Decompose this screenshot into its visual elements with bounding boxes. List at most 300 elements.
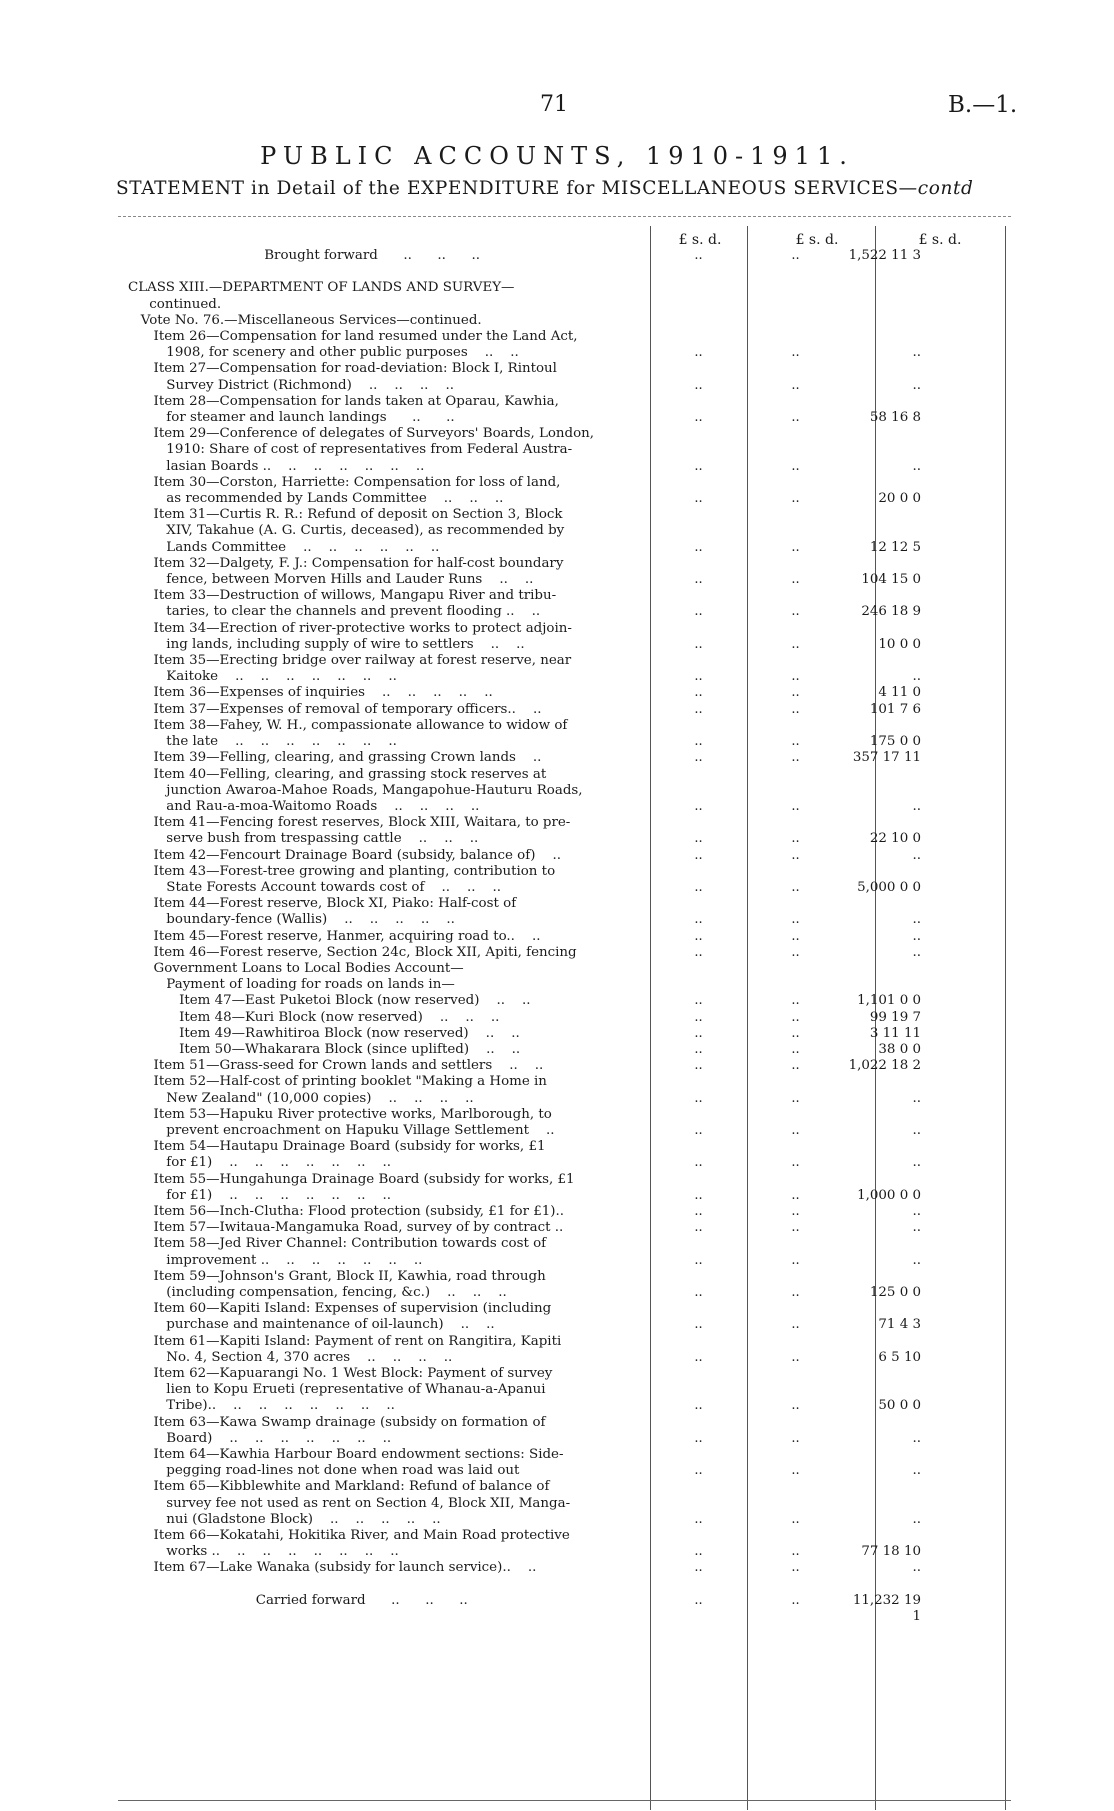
amount-col-1 [650, 1236, 747, 1252]
amount-col-3: .. [912, 1430, 921, 1446]
amount-col-2: .. [791, 1317, 800, 1333]
amount-col-3: .. [912, 1203, 921, 1219]
row-description: Survey District (Richmond) .. .. .. .. [128, 377, 454, 393]
amount-col-1: .. [694, 944, 703, 960]
amount-col-2 [747, 1366, 844, 1382]
amount-col-1: .. [694, 636, 703, 652]
amount-col-2: .. [791, 993, 800, 1009]
table-row [128, 1528, 1008, 1544]
bottom-rule [118, 1800, 1011, 1801]
amount-col-2 [747, 1269, 844, 1285]
row-description: improvement .. .. .. .. .. .. .. [128, 1252, 423, 1268]
row-description: CLASS XIII.—DEPARTMENT OF LANDS AND SURVEY— [128, 280, 515, 296]
amount-col-2 [747, 1236, 844, 1252]
amount-col-1 [650, 1366, 747, 1382]
amount-col-2 [747, 1107, 844, 1123]
row-description: Item 29—Conference of delegates of Surveyors' Boards, London, [128, 426, 595, 442]
amount-col-3: 101 7 6 [869, 701, 921, 717]
row-description: prevent encroachment on Hapuku Village Settlement .. [128, 1122, 555, 1138]
amount-col-2: .. [791, 912, 800, 928]
amount-col-1: .. [694, 491, 703, 507]
amount-col-3 [844, 961, 947, 977]
table-row [128, 1026, 1008, 1042]
amount-col-1: .. [694, 1041, 703, 1057]
amount-col-2 [747, 621, 844, 637]
amount-col-3: 10 0 0 [878, 636, 921, 652]
amount-col-1 [650, 621, 747, 637]
amount-col-1: .. [694, 993, 703, 1009]
row-description: for £1) .. .. .. .. .. .. .. [128, 1155, 392, 1171]
amount-col-2: .. [791, 539, 800, 555]
amount-col-2 [747, 329, 844, 345]
amount-col-3: 99 19 7 [869, 1009, 921, 1025]
amount-col-3 [844, 361, 947, 377]
amount-col-1: .. [694, 1560, 703, 1576]
row-description: 1908, for scenery and other public purposes .. .. [128, 345, 519, 361]
amount-col-2: .. [791, 1041, 800, 1057]
amount-col-3 [844, 442, 947, 458]
row-description: Item 27—Compensation for road-deviation: Block I, Rintoul [128, 361, 557, 377]
table-row [128, 929, 1008, 945]
amount-col-2: .. [791, 1544, 800, 1560]
table-row [128, 1042, 1008, 1058]
page-title: PUBLIC ACCOUNTS, 1910-1911. [260, 142, 854, 170]
table-row [128, 1544, 1008, 1560]
amount-col-1 [650, 1301, 747, 1317]
amount-col-2 [747, 1479, 844, 1495]
amount-col-1 [650, 961, 747, 977]
amount-col-3 [844, 1139, 947, 1155]
table-row [128, 961, 1008, 977]
amount-col-1 [650, 361, 747, 377]
table-row [128, 394, 1008, 410]
amount-col-3: 3 11 11 [869, 1025, 921, 1041]
amount-col-2: .. [791, 572, 800, 588]
row-description: No. 4, Section 4, 370 acres .. .. .. .. [128, 1349, 453, 1365]
amount-col-2 [747, 1172, 844, 1188]
amount-col-1: .. [694, 1090, 703, 1106]
amount-col-3: 1,101 0 0 [857, 993, 921, 1009]
amount-col-3: .. [912, 1155, 921, 1171]
table-row [128, 1253, 1008, 1269]
amount-col-1: .. [694, 701, 703, 717]
row-description: Item 31—Curtis R. R.: Refund of deposit on Section 3, Block [128, 507, 563, 523]
amount-col-2 [747, 475, 844, 491]
row-description: Carried forward .. .. .. [128, 1592, 468, 1608]
table-row [128, 734, 1008, 750]
amount-col-3: .. [912, 1122, 921, 1138]
amount-col-3: 175 0 0 [869, 734, 921, 750]
table-row [128, 264, 1008, 280]
row-description: Item 47—East Puketoi Block (now reserved) .. .. [128, 993, 531, 1009]
amount-col-1: .. [694, 1430, 703, 1446]
amount-col-3 [844, 896, 947, 912]
amount-col-1: .. [694, 539, 703, 555]
amount-col-2: .. [791, 685, 800, 701]
row-description [128, 264, 650, 280]
table-row [128, 653, 1008, 669]
row-description: Item 52—Half-cost of printing booklet "Making a Home in [128, 1074, 547, 1090]
amount-col-3: 77 18 10 [861, 1544, 921, 1560]
amount-col-3 [844, 394, 947, 410]
amount-col-1: .. [694, 928, 703, 944]
amount-col-2: .. [791, 636, 800, 652]
amount-col-1: .. [694, 1349, 703, 1365]
table-row [128, 880, 1008, 896]
row-description: lasian Boards .. .. .. .. .. .. .. [128, 458, 425, 474]
row-description: Item 61—Kapiti Island: Payment of rent on Rangitira, Kapiti [128, 1333, 562, 1349]
table-row [128, 1560, 1008, 1576]
amount-col-2: .. [791, 701, 800, 717]
amount-col-3 [844, 1577, 947, 1593]
amount-col-2 [747, 1415, 844, 1431]
amount-col-2 [747, 1447, 844, 1463]
amount-col-3 [844, 864, 947, 880]
amount-col-3: .. [912, 669, 921, 685]
amount-col-1 [650, 864, 747, 880]
top-rule [118, 216, 1011, 217]
row-description: survey fee not used as rent on Section 4, Block XII, Manga- [128, 1495, 571, 1511]
amount-col-2 [747, 426, 844, 442]
amount-col-2 [747, 523, 844, 539]
row-description: Item 59—Johnson's Grant, Block II, Kawhia, road through [128, 1268, 546, 1284]
amount-col-1: .. [694, 1398, 703, 1414]
amount-col-2 [747, 1139, 844, 1155]
amount-col-2 [747, 361, 844, 377]
table-row [128, 685, 1008, 701]
table-row [128, 1204, 1008, 1220]
amount-col-2: .. [791, 798, 800, 814]
amount-col-1 [650, 297, 747, 313]
row-description: Payment of loading for roads on lands in— [128, 977, 455, 993]
row-description: purchase and maintenance of oil-launch) .. .. [128, 1317, 495, 1333]
amount-col-1: .. [694, 1187, 703, 1203]
amount-col-3 [844, 621, 947, 637]
row-description: pegging road-lines not done when road was laid out [128, 1463, 520, 1479]
table-row [128, 783, 1008, 799]
table-row [128, 848, 1008, 864]
amount-col-2 [747, 442, 844, 458]
table-row [128, 459, 1008, 475]
amount-col-1: .. [694, 912, 703, 928]
amount-col-3 [844, 1269, 947, 1285]
document-reference: B.—1. [948, 92, 1018, 118]
amount-col-3: 20 0 0 [878, 491, 921, 507]
table-row [128, 426, 1008, 442]
row-description: works .. .. .. .. .. .. .. .. [128, 1544, 399, 1560]
table-row [128, 1317, 1008, 1333]
row-description: Item 63—Kawa Swamp drainage (subsidy on formation of [128, 1414, 546, 1430]
amount-col-3: .. [912, 912, 921, 928]
amount-col-2: .. [791, 1025, 800, 1041]
amount-col-2 [747, 1334, 844, 1350]
amount-col-3 [844, 426, 947, 442]
row-description: and Rau-a-moa-Waitomo Roads .. .. .. .. [128, 798, 480, 814]
amount-col-1: .. [694, 1009, 703, 1025]
amount-col-3: .. [912, 1220, 921, 1236]
row-description: Item 42—Fencourt Drainage Board (subsidy, balance of) .. [128, 847, 561, 863]
amount-col-3: 5,000 0 0 [857, 879, 921, 895]
amount-col-1: .. [694, 377, 703, 393]
amount-col-3: .. [912, 458, 921, 474]
row-description: continued. [128, 296, 222, 312]
amount-col-3 [844, 329, 947, 345]
amount-col-3 [844, 718, 947, 734]
amount-col-3: 357 17 11 [852, 750, 921, 766]
amount-col-1 [650, 718, 747, 734]
amount-col-1 [650, 783, 747, 799]
amount-col-2: .. [791, 491, 800, 507]
amount-col-1: .. [694, 572, 703, 588]
table-row [128, 669, 1008, 685]
amount-col-3 [844, 653, 947, 669]
table-row [128, 1139, 1008, 1155]
amount-col-2: .. [791, 669, 800, 685]
row-description: Vote No. 76.—Miscellaneous Services—continued. [128, 312, 482, 328]
amount-col-2: .. [791, 831, 800, 847]
row-description: Item 54—Hautapu Drainage Board (subsidy for works, £1 [128, 1139, 546, 1155]
amount-col-2: .. [791, 1252, 800, 1268]
amount-col-2 [747, 977, 844, 993]
table-row [128, 1366, 1008, 1382]
amount-col-3: .. [912, 798, 921, 814]
amount-col-3 [844, 1415, 947, 1431]
amount-col-2: .. [791, 944, 800, 960]
amount-col-2 [747, 1074, 844, 1090]
amount-col-3 [844, 556, 947, 572]
table-row [128, 945, 1008, 961]
row-description: Item 55—Hungahunga Drainage Board (subsidy for works, £1 [128, 1171, 575, 1187]
amount-col-3 [844, 783, 947, 799]
amount-col-1 [650, 329, 747, 345]
amount-col-1 [650, 556, 747, 572]
row-description: State Forests Account towards cost of .. .. .. [128, 879, 502, 895]
amount-col-2 [747, 1382, 844, 1398]
row-description: Item 32—Dalgety, F. J.: Compensation for half-cost boundary [128, 555, 564, 571]
amount-col-2: .. [791, 1285, 800, 1300]
row-description: Board) .. .. .. .. .. .. .. [128, 1430, 392, 1446]
amount-col-2: .. [791, 1090, 800, 1106]
row-description: Item 44—Forest reserve, Block XI, Piako: Half-cost of [128, 896, 517, 912]
amount-col-1: .. [694, 1463, 703, 1479]
table-row [128, 864, 1008, 880]
amount-col-1 [650, 1577, 747, 1593]
amount-col-3: .. [912, 1560, 921, 1576]
table-row [128, 523, 1008, 539]
table-row [128, 815, 1008, 831]
row-description: Item 43—Forest-tree growing and planting, contribution to [128, 863, 556, 879]
table-row [128, 718, 1008, 734]
amount-col-3 [844, 313, 947, 329]
amount-col-1: .. [694, 1203, 703, 1219]
amount-col-1 [650, 313, 747, 329]
amount-col-2: .. [791, 879, 800, 895]
amount-col-2: .. [791, 410, 800, 426]
table-row [128, 993, 1008, 1009]
amount-col-1: .. [694, 798, 703, 814]
row-description: Item 56—Inch-Clutha: Flood protection (subsidy, £1 for £1).. [128, 1203, 565, 1219]
amount-col-1: .. [694, 685, 703, 701]
row-description: Item 48—Kuri Block (now reserved) .. .. .. [128, 1009, 500, 1025]
table-row [128, 1350, 1008, 1366]
amount-col-3 [844, 523, 947, 539]
table-row [128, 1074, 1008, 1090]
row-description: ing lands, including supply of wire to settlers .. .. [128, 636, 525, 652]
amount-col-3: 104 15 0 [861, 572, 921, 588]
amount-col-1: .. [694, 248, 703, 263]
table-row [128, 1447, 1008, 1463]
row-description: Item 64—Kawhia Harbour Board endowment sections: Side- [128, 1447, 564, 1463]
table-row [128, 1463, 1008, 1479]
table-row [128, 410, 1008, 426]
table-row [128, 604, 1008, 620]
amount-col-2 [747, 1577, 844, 1593]
table-row [128, 1285, 1008, 1301]
table-row [128, 1010, 1008, 1026]
amount-col-3 [844, 1479, 947, 1495]
amount-col-1 [650, 1415, 747, 1431]
amount-col-1: .. [694, 750, 703, 766]
table-row [128, 1058, 1008, 1074]
amount-col-3 [844, 1447, 947, 1463]
row-description: Item 67—Lake Wanaka (subsidy for launch service).. .. [128, 1560, 537, 1576]
amount-col-2: .. [791, 1187, 800, 1203]
table-row [128, 621, 1008, 637]
table-row [128, 280, 1008, 296]
amount-col-1: .. [694, 1317, 703, 1333]
expenditure-table [128, 248, 1008, 1793]
column-header-2: £ s. d. [795, 232, 839, 248]
table-row [128, 767, 1008, 783]
amount-col-3 [844, 1074, 947, 1090]
amount-col-1 [650, 394, 747, 410]
amount-col-3: 12 12 5 [869, 539, 921, 555]
amount-col-2: .. [791, 248, 800, 263]
amount-col-3 [844, 1172, 947, 1188]
table-row [128, 1188, 1008, 1204]
row-description: Item 53—Hapuku River protective works, Marlborough, to [128, 1106, 552, 1122]
row-description: Item 30—Corston, Harriette: Compensation for loss of land, [128, 474, 561, 490]
amount-col-1: .. [694, 669, 703, 685]
amount-col-2: .. [791, 458, 800, 474]
row-description: Brought forward .. .. .. [128, 248, 480, 263]
row-description [128, 1577, 650, 1593]
amount-col-2: .. [791, 847, 800, 863]
amount-col-3 [844, 1528, 947, 1544]
amount-col-2: .. [791, 1009, 800, 1025]
amount-col-3 [844, 1366, 947, 1382]
amount-col-3: 71 4 3 [878, 1317, 921, 1333]
table-row [128, 378, 1008, 394]
table-row [128, 1155, 1008, 1171]
row-description: Item 62—Kapuarangi No. 1 West Block: Payment of survey [128, 1366, 553, 1382]
row-description: Item 50—Whakarara Block (since uplifted) .. .. [128, 1041, 521, 1057]
table-row [128, 361, 1008, 377]
amount-col-2 [747, 1528, 844, 1544]
row-description: Item 57—Iwitaua-Mangamuka Road, survey of by contract .. [128, 1220, 564, 1236]
row-description: Item 41—Fencing forest reserves, Block XIII, Waitara, to pre- [128, 815, 571, 831]
amount-col-1 [650, 1269, 747, 1285]
amount-col-1 [650, 1382, 747, 1398]
row-description: 1910: Share of cost of representatives from Federal Austra- [128, 442, 573, 458]
table-row [128, 248, 1008, 264]
table-row [128, 1091, 1008, 1107]
amount-col-3: .. [912, 1090, 921, 1106]
amount-col-3 [844, 1236, 947, 1252]
amount-col-2 [747, 783, 844, 799]
amount-col-1 [650, 1528, 747, 1544]
amount-col-2 [747, 718, 844, 734]
table-row [128, 912, 1008, 928]
row-description: taries, to clear the channels and prevent flooding .. .. [128, 604, 541, 620]
amount-col-3: 6 5 10 [878, 1349, 921, 1365]
amount-col-1: .. [694, 1544, 703, 1560]
amount-col-1: .. [694, 1025, 703, 1041]
row-description: (including compensation, fencing, &c.) .. .. .. [128, 1285, 507, 1300]
amount-col-3: 58 16 8 [869, 410, 921, 426]
amount-col-3: 22 10 0 [869, 831, 921, 847]
amount-col-2 [747, 313, 844, 329]
amount-col-2 [747, 394, 844, 410]
amount-col-2: .. [791, 1349, 800, 1365]
amount-col-2 [747, 767, 844, 783]
amount-col-1 [650, 1107, 747, 1123]
row-description: serve bush from trespassing cattle .. .. .. [128, 831, 479, 847]
row-description: Item 49—Rawhitiroa Block (now reserved) .. .. [128, 1025, 520, 1041]
table-row [128, 588, 1008, 604]
amount-col-2 [747, 297, 844, 313]
amount-col-3 [844, 1382, 947, 1398]
table-row [128, 1220, 1008, 1236]
table-row [128, 1172, 1008, 1188]
amount-col-2 [747, 815, 844, 831]
table-row [128, 329, 1008, 345]
page-number: 71 [540, 92, 568, 117]
row-description: Item 46—Forest reserve, Section 24c, Block XII, Apiti, fencing [128, 944, 577, 960]
table-row [128, 1236, 1008, 1252]
amount-col-3 [844, 280, 947, 296]
amount-col-1 [650, 1447, 747, 1463]
row-description: Item 65—Kibblewhite and Markland: Refund of balance of [128, 1479, 550, 1495]
amount-col-2: .. [791, 1398, 800, 1414]
amount-col-2: .. [791, 1592, 800, 1608]
amount-col-2: .. [791, 1463, 800, 1479]
amount-col-1 [650, 523, 747, 539]
amount-col-3 [844, 475, 947, 491]
row-description: Item 58—Jed River Channel: Contribution towards cost of [128, 1236, 547, 1252]
table-row [128, 1593, 1008, 1625]
amount-col-1 [650, 1172, 747, 1188]
amount-col-2: .. [791, 377, 800, 393]
table-row [128, 1496, 1008, 1512]
amount-col-2 [747, 864, 844, 880]
row-description: Item 45—Forest reserve, Hanmer, acquiring road to.. .. [128, 928, 541, 944]
amount-col-1: .. [694, 847, 703, 863]
row-description: Item 38—Fahey, W. H., compassionate allowance to widow of [128, 717, 568, 733]
amount-col-3 [844, 1334, 947, 1350]
subtitle-italic: contd [917, 178, 974, 199]
row-description: as recommended by Lands Committee .. .. .. [128, 491, 504, 507]
amount-col-3: 1,522 11 3 [848, 248, 921, 263]
amount-col-3: .. [912, 1252, 921, 1268]
table-row [128, 1577, 1008, 1593]
amount-col-3: 11,232 19 1 [852, 1592, 921, 1625]
row-description: Item 28—Compensation for lands taken at Oparau, Kawhia, [128, 393, 559, 409]
amount-col-3: 38 0 0 [878, 1041, 921, 1057]
row-description: for steamer and launch landings .. .. [128, 410, 455, 426]
row-description: Item 34—Erection of river-protective works to protect adjoin- [128, 620, 572, 636]
amount-col-1 [650, 1479, 747, 1495]
